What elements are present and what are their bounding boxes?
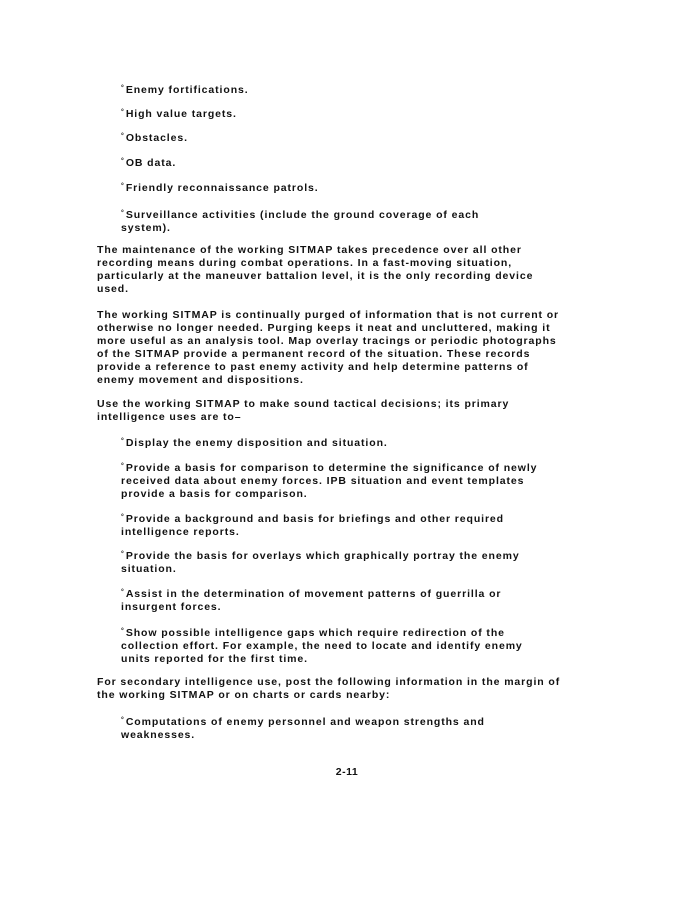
degree-bullet: ° [121, 85, 124, 92]
paragraph: Use the working SITMAP to make sound tactical decisions; its primary intelligence uses are to– [97, 398, 510, 423]
paragraph: The working SITMAP is continually purged of information that is not current or otherwise no longer needed. Purging keeps it neat and uncluttered, making it more useful as an analysis tool. Map overlay tracings or periodic photographs of the SITMAP provide a permanent record of the situation. These records provide a reference to past enemy activity and help determine patterns of enemy movement and dispositions. [97, 309, 560, 386]
page-number: 2-11 [335, 766, 359, 778]
list-item [121, 106, 561, 121]
list-item [121, 207, 531, 235]
degree-bullet: ° [121, 514, 124, 521]
list-item-text: OB data. [125, 157, 177, 169]
degree-bullet: ° [121, 183, 124, 190]
list-item-text: Show possible intelligence gaps which require redirection of the collection effort. For example, the need to locate and identify enemy units reported for the first time. [121, 627, 523, 665]
list-item-text: Friendly reconnaissance patrols. [125, 182, 319, 194]
list-item-text: Surveillance activities (include the ground coverage of each system). [121, 209, 480, 234]
list-item [121, 460, 541, 501]
degree-bullet: ° [121, 109, 124, 116]
list-item [121, 82, 561, 97]
list-item-text: Provide a background and basis for briefings and other required intelligence reports. [121, 513, 504, 538]
list-item-text: Enemy fortifications. [125, 84, 249, 96]
degree-bullet: ° [121, 717, 124, 724]
degree-bullet: ° [121, 463, 124, 470]
list-item [121, 130, 561, 145]
degree-bullet: ° [121, 628, 124, 635]
list-item-text: Obstacles. [125, 132, 188, 144]
degree-bullet: ° [121, 589, 124, 596]
degree-bullet: ° [121, 158, 124, 165]
degree-bullet: ° [121, 210, 124, 217]
degree-bullet: ° [121, 133, 124, 140]
paragraph: For secondary intelligence use, post the following information in the margin of the working SITMAP or on charts or cards nearby: [97, 676, 561, 701]
list-item-text: Provide a basis for comparison to determine the significance of newly received data about enemy forces. IPB situation and event templates provide a basis for comparison. [121, 462, 538, 500]
list-item [121, 180, 561, 195]
list-item-text: High value targets. [125, 108, 237, 120]
degree-bullet: ° [121, 438, 124, 445]
list-item [121, 548, 541, 576]
list-item-text: Display the enemy disposition and situation. [125, 437, 388, 449]
list-item [121, 714, 501, 742]
list-item [121, 435, 561, 450]
list-item [121, 586, 541, 614]
list-item-text: Computations of enemy personnel and weapon strengths and weaknesses. [121, 716, 485, 741]
degree-bullet: ° [121, 551, 124, 558]
list-item [121, 155, 561, 170]
list-item [121, 625, 541, 666]
list-item [121, 511, 541, 539]
paragraph: The maintenance of the working SITMAP takes precedence over all other recording means during combat operations. In a fast-moving situation, particularly at the maneuver battalion level, it is the only recording device used. [97, 244, 534, 295]
list-item-text: Provide the basis for overlays which graphically portray the enemy situation. [121, 550, 520, 575]
list-item-text: Assist in the determination of movement patterns of guerrilla or insurgent forces. [121, 588, 502, 613]
